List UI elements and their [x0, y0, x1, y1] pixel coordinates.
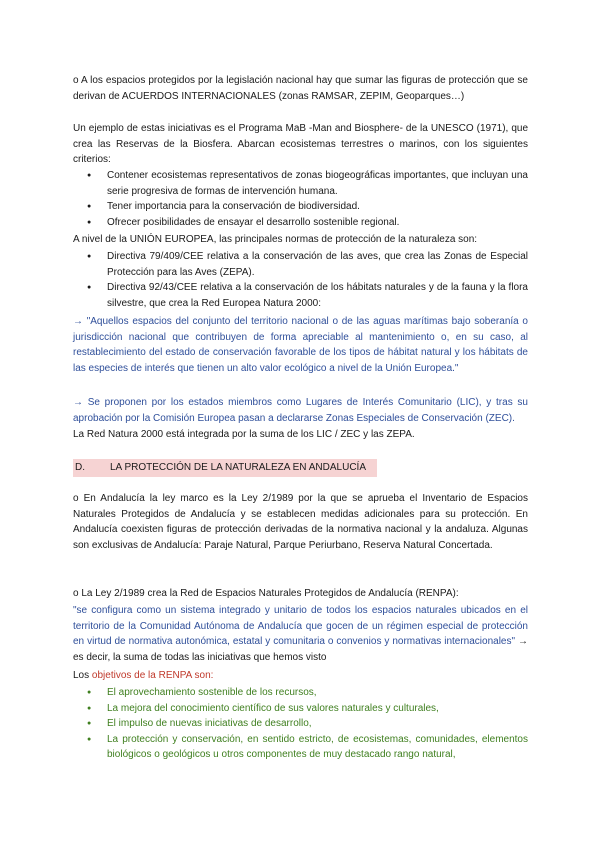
renpa-objectives-list [73, 685, 528, 763]
list-item: ● Ofrecer posibilidades de ensayar el desarrollo sostenible regional. [73, 215, 528, 231]
list-item: ● La mejora del conocimiento científico de sus valores naturales y culturales, [73, 701, 528, 717]
section-letter: D. [75, 462, 85, 473]
andalucia-paragraph: o En Andalucía la ley marco es la Ley 2/1989 por la que se aprueba el Inventario de Espacios Naturales Protegidos de Andalucía y se establecen medidas adicionales para su protección. En Andalucía coexisten figuras de protección derivadas de la normativa nacional y la andaluza. Algunas son exclusivas de Andalucía: Paraje Natural, Parque Periurbano, Reserva Natural Concertada. [73, 493, 528, 551]
renpa-explanation: → es decir, la suma de todas las iniciativas que hemos visto [73, 636, 529, 663]
list-item: ● Directiva 79/409/CEE relativa a la conservación de las aves, que crea las Zonas de Especial Protección para las Aves (ZEPA). [73, 249, 528, 280]
list-item: ● El aprovechamiento sostenible de los recursos, [73, 685, 528, 701]
lic-zec-note: → Se proponen por los estados miembros como Lugares de Interés Comunitario (LIC), y tras su aprobación por la Comisión Europea pasan a declararse Zonas Especiales de Conservación (ZEC). [73, 397, 528, 424]
objectives-heading [73, 668, 528, 684]
objectives-prefix: Los [73, 670, 92, 681]
renpa-definition [73, 603, 528, 665]
intl-agreements-paragraph: o A los espacios protegidos por la legislación nacional hay que sumar las figuras de protección que se derivan de ACUERDOS INTERNACIONALES (zonas RAMSAR, ZEPIM, Geoparques…) [73, 75, 528, 102]
list-item: ● El impulso de nuevas iniciativas de desarrollo, [73, 716, 528, 732]
natura-definition-quote: → "Aquellos espacios del conjunto del territorio nacional o de las aguas marítimas bajo soberanía o jurisdicción nacional que contribuyen de forma apreciable al mantenimiento o, en su caso, al restablecimiento del estado de conservación favorable de los tipos de hábitat natural y los hábitats de las especies de interés que tienen un alto valor ecológico a nivel de la Unión Europea." [73, 316, 528, 374]
natura-sum: La Red Natura 2000 está integrada por la suma de los LIC / ZEC y las ZEPA. [73, 429, 415, 440]
eu-directives-list [73, 249, 528, 311]
list-item: ● Tener importancia para la conservación de biodiversidad. [73, 199, 528, 215]
objectives-label: objetivos de la RENPA son: [91, 670, 214, 681]
renpa-quote: "se configura como un sistema integrado y unitario de todos los espacios naturales ubicados en el territorio de la Comunidad Autónoma de Andalucía que gocen de un régimen especial de protección en virtud de normativa autonómica, estatal y comunitaria o convenios y normativas internacionales" [73, 605, 528, 648]
section-heading [73, 459, 377, 477]
eu-intro: A nivel de la UNIÓN EUROPEA, las principales normas de protección de la naturaleza son: [73, 234, 478, 245]
renpa-intro: o La Ley 2/1989 crea la Red de Espacios Naturales Protegidos de Andalucía (RENPA): [73, 588, 459, 599]
mab-paragraph: Un ejemplo de estas iniciativas es el Programa MaB -Man and Biosphere- de la UNESCO (1971), que crea las Reservas de la Biosfera. Abarcan ecosistemas terrestres o marinos, con los siguientes criterios: [73, 123, 528, 166]
biosphere-criteria-list [73, 168, 528, 230]
section-title: LA PROTECCIÓN DE LA NATURALEZA EN ANDALUCÍA [110, 462, 366, 473]
list-item: ● Directiva 92/43/CEE relativa a la conservación de los hábitats naturales y de la fauna y la flora silvestre, que crea la Red Europea Natura 2000: [73, 280, 528, 311]
list-item: ● La protección y conservación, en sentido estricto, de ecosistemas, comunidades, elementos biológicos o geológicos u otros componentes de muy destacado rango natural, [73, 732, 528, 763]
list-item: ● Contener ecosistemas representativos de zonas biogeográficas importantes, que incluyan una serie progresiva de formas de intervención humana. [73, 168, 528, 199]
